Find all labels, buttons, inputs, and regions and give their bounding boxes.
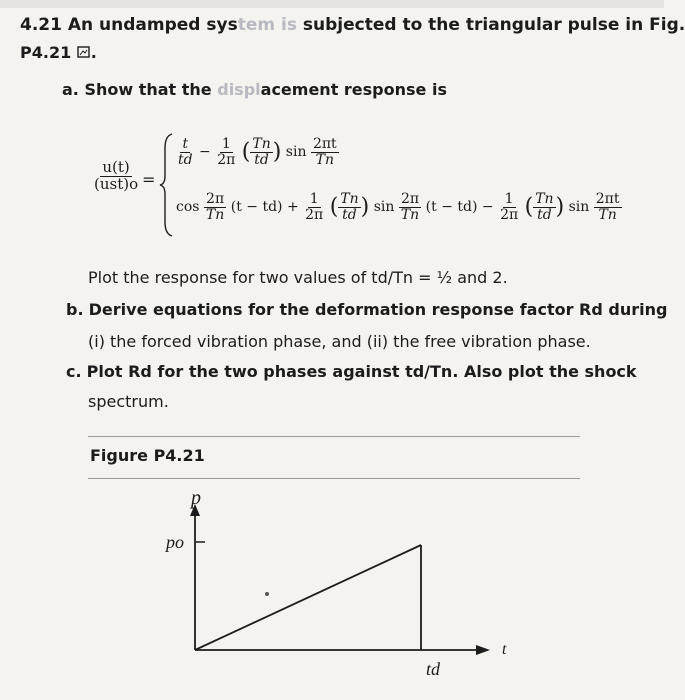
case-1: $\frac{t}{td}$ − $\frac{1}{2\pi}$ ( $\frac{Tn}{td}$ ) sin $\frac{2\pi t}{Tn}$	[178, 136, 337, 168]
part-c-line1: Plot Rd for the two phases against td/Tn. Also plot the shock	[86, 362, 637, 381]
title-faded-2: is	[281, 15, 297, 35]
t-axis-arrow	[476, 645, 490, 655]
case1-t: t	[182, 136, 189, 152]
case2-sin: sin	[373, 199, 395, 216]
equation-lhs	[92, 160, 140, 193]
part-a-statement	[62, 80, 447, 99]
figure-ref-label: P4.21	[20, 43, 72, 62]
part-b	[66, 300, 667, 319]
case2-one2: 1	[504, 191, 514, 207]
case2-Tn2: Tn	[340, 191, 359, 207]
case2-td: td	[342, 206, 357, 223]
part-c-label: c.	[66, 362, 82, 381]
case2-Tn5: Tn	[598, 206, 617, 223]
case2-2pit: 2πt	[595, 191, 620, 207]
case1-2pit: 2πt	[312, 136, 337, 152]
case1-2pi: 2π	[217, 151, 236, 168]
lhs-numerator: u(t)	[102, 158, 130, 176]
case1-td2: td	[254, 151, 269, 168]
case2-arg: (t − td) +	[230, 199, 299, 216]
case2-2pi4: 2π	[500, 206, 519, 223]
td-label: td	[426, 659, 441, 679]
case2-Tn4: Tn	[535, 191, 554, 207]
case2-2pi3: 2π	[400, 191, 420, 207]
case1-Tn2: Tn	[315, 151, 334, 168]
part-b-line2: (i) the forced vibration phase, and (ii) the free vibration phase.	[88, 332, 591, 351]
case2-one: 1	[309, 191, 319, 207]
case2-arg2: (t − td) −	[425, 199, 494, 216]
part-a-faded: displ	[217, 80, 261, 99]
part-a-tail: acement response is	[260, 80, 447, 99]
title-tail: subjected to the triangular pulse in Fig.	[296, 15, 685, 35]
divider-bottom	[88, 478, 580, 479]
media-icon[interactable]	[77, 46, 91, 59]
case2-sin2: sin	[568, 199, 590, 216]
divider-top	[88, 436, 580, 437]
case1-minus: −	[199, 144, 211, 161]
case2-Tn: Tn	[205, 206, 225, 223]
case-2: cos $\frac{2\pi}{Tn}$ (t − td) + $\frac{1}{2\pi}$ ( $\frac{Tn}{td}$ ) sin $\frac{2\pi}{Tn}$ (t − td) − $\frac{1}{2\pi}$ ( $\frac{Tn}{td}$ ) sin $\frac{2\pi t}{Tn}$	[176, 191, 620, 223]
p-axis-label: p	[191, 487, 201, 509]
title-faded-1: tem	[237, 15, 276, 35]
title-lead: An undamped sys	[67, 15, 238, 35]
case2-2pi2: 2π	[305, 206, 324, 223]
problem-title	[20, 15, 685, 35]
pulse-ramp	[195, 545, 421, 650]
case1-Tn: Tn	[252, 136, 271, 152]
case2-2pi: 2π	[206, 191, 225, 207]
part-a-label: a.	[62, 80, 79, 99]
top-edge	[0, 0, 664, 8]
case1-td: td	[178, 151, 193, 168]
triangular-pulse-figure	[150, 487, 507, 690]
figure-caption: Figure P4.21	[90, 446, 205, 465]
part-b-line1: Derive equations for the deformation response factor Rd during	[88, 300, 668, 319]
problem-number: 4.21	[20, 15, 62, 35]
part-b-label: b.	[66, 300, 84, 319]
po-label: po	[166, 532, 184, 552]
part-c	[66, 362, 637, 381]
lhs-denominator: (ust)o	[94, 174, 139, 193]
plot-sentence: Plot the response for two values of td/Tn = ½ and 2.	[88, 268, 508, 287]
equation-equals: =	[142, 170, 156, 189]
case2-td2: td	[537, 206, 552, 223]
part-c-line2: spectrum.	[88, 392, 169, 411]
figure-reference: P4.21 .	[20, 43, 97, 62]
cursor-dot	[265, 592, 269, 596]
part-a-lead: Show that the	[84, 80, 218, 99]
case1-one: 1	[221, 136, 231, 152]
case2-Tn3: Tn	[400, 206, 420, 223]
t-axis-label: t	[502, 641, 507, 658]
case2-cos: cos	[176, 199, 200, 216]
piecewise-brace	[158, 130, 176, 240]
case1-sin: sin	[285, 144, 307, 161]
